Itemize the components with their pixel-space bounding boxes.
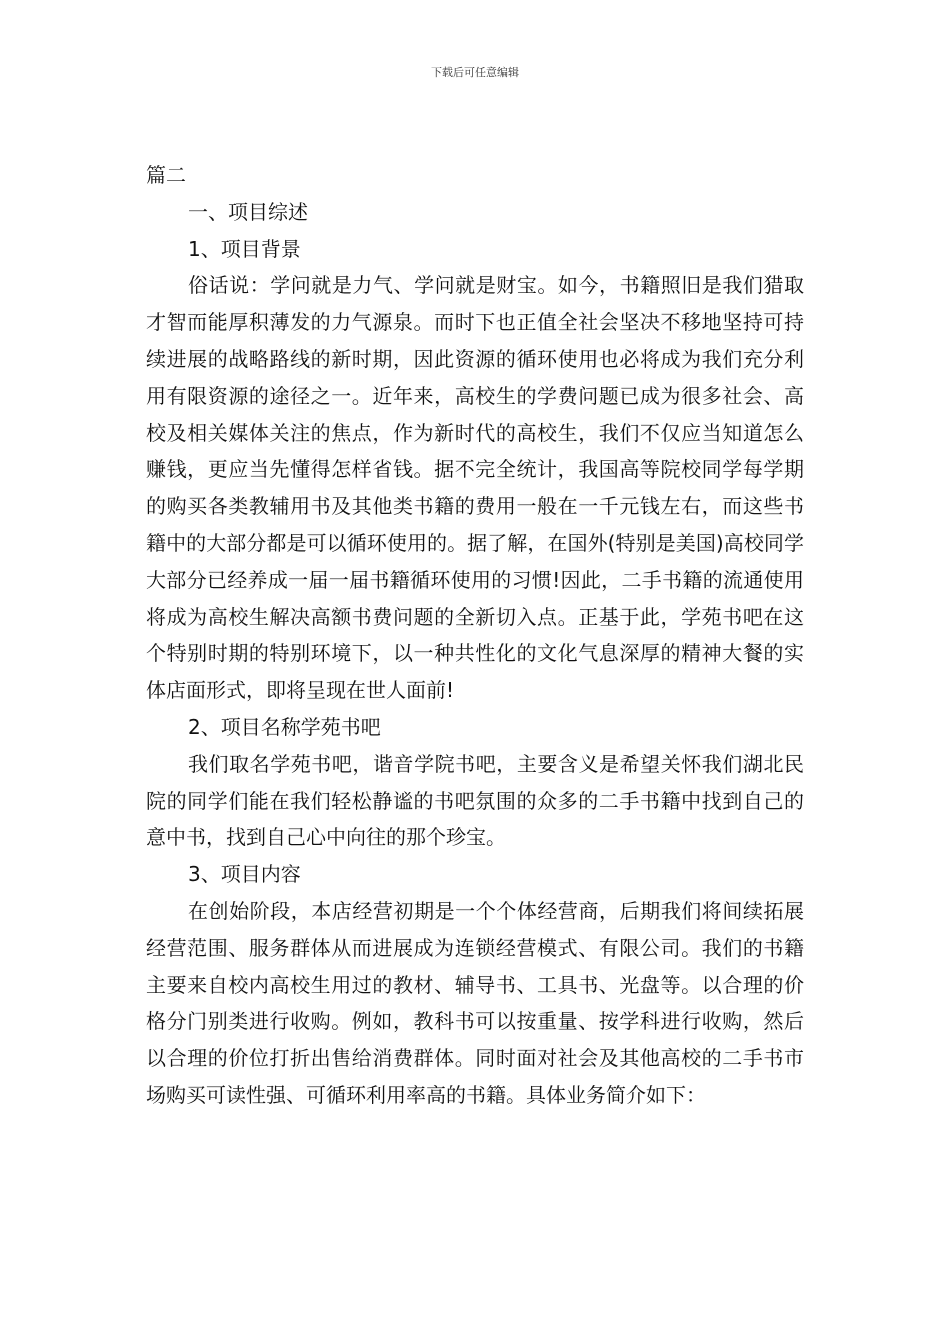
section-title: 篇二 bbox=[146, 163, 186, 187]
heading-project-overview: 一、项目综述 bbox=[188, 199, 308, 224]
page-header: 下载后可任意编辑 bbox=[431, 66, 519, 79]
paragraph-content: 在创始阶段，本店经营初期是一个个体经营商，后期我们将间续拓展经营范围、服务群体从而进展成为连锁经营模式、有限公司。我们的书籍主要来自校内高校生用过的教材、辅导书、工具书、光盘等。以合理的价格分门别类进行收购。例如，教科书可以按重量、按学科进行收购，然后以合理的价位打折出售给消费群体。同时面对社会及其他高校的二手书市场购买可读性强、可循环利用率高的书籍。具体业务简介如下： bbox=[146, 898, 804, 1107]
heading-project-content: 3、项目内容 bbox=[188, 862, 301, 887]
document-body bbox=[146, 157, 804, 1114]
heading-project-name: 2、项目名称学苑书吧 bbox=[188, 714, 381, 739]
heading-project-background: 1、项目背景 bbox=[188, 236, 301, 261]
paragraph-background: 俗话说：学问就是力气、学问就是财宝。如今，书籍照旧是我们猎取才智而能厚积薄发的力气源泉。而时下也正值全社会坚决不移地坚持可持续进展的战略路线的新时期，因此资源的循环使用也必将成为我们充分利用有限资源的途径之一。近年来，高校生的学费问题已成为很多社会、高校及相关媒体关注的焦点，作为新时代的高校生，我们不仅应当知道怎么赚钱，更应当先懂得怎样省钱。据不完全统计，我国高等院校同学每学期的购买各类教辅用书及其他类书籍的费用一般在一千元钱左右，而这些书籍中的大部分都是可以循环使用的。据了解，在国外(特别是美国)高校同学大部分已经养成一届一届书籍循环使用的习惯!因此，二手书籍的流通使用将成为高校生解决高额书费问题的全新切入点。正基于此，学苑书吧在这个特别时期的特别环境下，以一种共性化的文化气息深厚的精神大餐的实体店面形式，即将呈现在世人面前! bbox=[146, 273, 804, 703]
paragraph-name: 我们取名学苑书吧，谐音学院书吧，主要含义是希望关怀我们湖北民院的同学们能在我们轻松静谧的书吧氛围的众多的二手书籍中找到自己的意中书，找到自己心中向往的那个珍宝。 bbox=[146, 751, 804, 850]
